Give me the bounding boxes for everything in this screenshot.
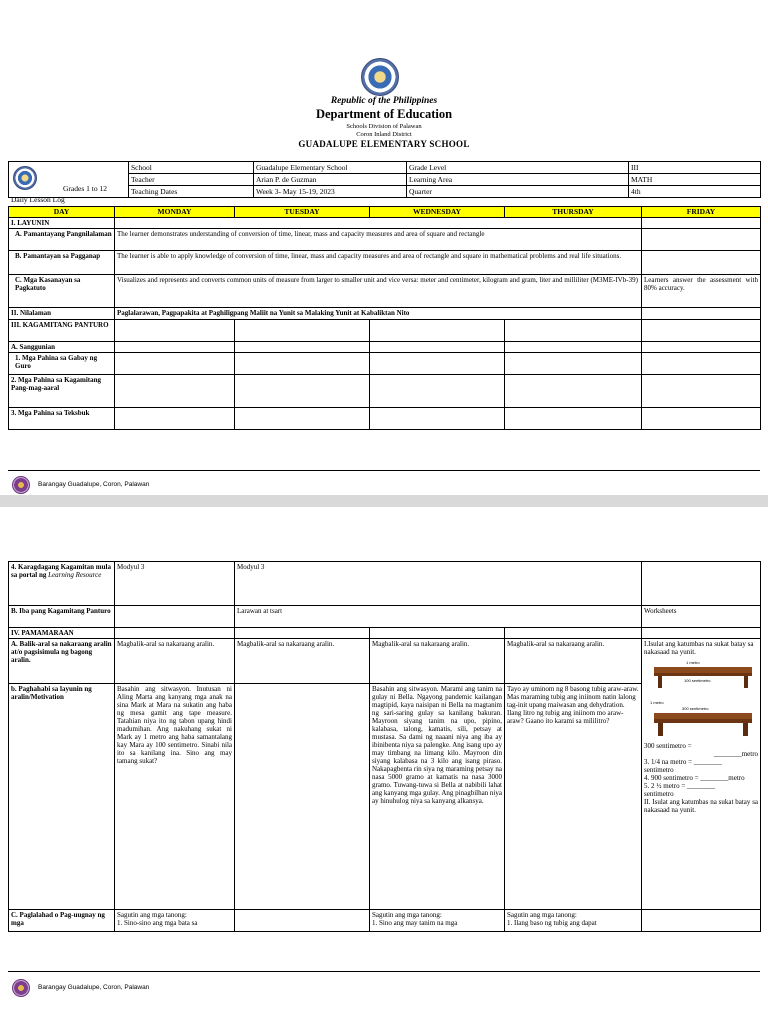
paglalahad-monday: Sagutin ang mga tanong: 1. Sino-sino ang mga bata sa bbox=[115, 910, 235, 932]
friday-q4: 4. 900 sentimetro = ________metro bbox=[644, 774, 745, 782]
info-table bbox=[8, 161, 761, 204]
learning-resource-label: Learning Resource bbox=[48, 571, 102, 579]
modyul-monday: Modyul 3 bbox=[115, 562, 235, 606]
department-heading: Department of Education bbox=[315, 107, 453, 121]
paglalahad-wednesday: Sagutin ang mga tanong: 1. Sino ang may tanim na mga bbox=[370, 910, 505, 932]
bench-2-image bbox=[644, 698, 762, 738]
pamamaraan-label: IV. PAMAMARAAN bbox=[9, 628, 115, 639]
nilalaman-text: Paglalarawan, Pagpapakita at Paghiligpang Maliit na Yunit sa Malaking Yunit at Kabaliktan Nito bbox=[115, 308, 642, 320]
quarter-label: Quarter bbox=[407, 186, 629, 198]
bench-2-bottom-label: 300 sentimetro bbox=[682, 706, 709, 711]
balik-aral-thursday: Magbalik-aral sa nakaraang aralin. bbox=[505, 639, 642, 684]
friday-header: FRIDAY bbox=[642, 207, 761, 218]
paglalahad-label: C. Paglalahad o Pag-uugnay ng mga bbox=[9, 910, 115, 932]
day-header: DAY bbox=[9, 207, 115, 218]
friday-q1-answer: ________metro bbox=[713, 750, 759, 758]
sanggunian-label: A. Sanggunian bbox=[9, 342, 115, 353]
deped-seal-icon bbox=[361, 58, 399, 96]
layunin-label: I. LAYUNIN bbox=[9, 218, 115, 229]
grades-label: Grades 1 to 12 bbox=[63, 184, 107, 193]
friday-q3-unit: sentimetro bbox=[644, 766, 674, 774]
nilalaman-label: II. Nilalaman bbox=[9, 308, 115, 320]
worksheets-cell: Worksheets bbox=[642, 606, 761, 628]
balik-aral-label: A. Balik-aral sa nakaraang aralin at/o pagsisimula ng bagong aralin. bbox=[9, 639, 115, 684]
quarter-value: 4th bbox=[629, 186, 761, 198]
region-heading: Schools Division of Palawan bbox=[346, 123, 422, 130]
modyul-tuesday: Modyul 3 bbox=[235, 562, 642, 606]
grade-value: III bbox=[629, 162, 761, 174]
school-heading: GUADALUPE ELEMENTARY SCHOOL bbox=[298, 139, 470, 149]
paghahabi-label: b. Paghahabi sa layunin ng aralin/Motivation bbox=[9, 684, 115, 910]
pahina-guro-label: 1. Mga Pahina sa Gabay ng Guro bbox=[9, 353, 115, 375]
balik-aral-monday: Magbalik-aral sa nakaraang aralin. bbox=[115, 639, 235, 684]
friday-instruction: I.Isulat ang katumbas na sukat batay sa nakasaad na yunit. bbox=[644, 640, 754, 656]
bench-1-bottom-label: 100 sentimetro bbox=[684, 678, 711, 683]
paghahabi-wednesday: Basahin ang sitwasyon. Marami ang tanim na gulay ni Bella. Ngayong pandemic kailangan magtipid, kaya naisipan ni Bella na magtanim ng sari-saring gulay sa kanilang bakuran. Mayroon siyang tanim na upo, pipino, kalabasa, talong, kamatis, sili, petsay at mustasa. Sa dami ng naaani niya ang iba ay ibinibenta niya sa palengke. Ang isang upo ay may timbang na limang kilo. Mayroon din siyang kalabasa na 3 kilo ang isang piraso. Nakapagbenta rin siya ng maraming petsay na nasa 5000 gramo at kamatis na nasa 3000 gramo. Tuwang-tuwa si Bella at nabibili lahat ang kanyang mga gulay. Ang pinagbilhan niya ay hinuhulog niya sa kanyang alkansya. bbox=[370, 684, 505, 910]
school-value: Guadalupe Elementary School bbox=[254, 162, 407, 174]
paghahabi-thursday: Tayo ay uminom ng 8 basong tubig araw-araw. Mas maraming tubig ang iniinom natin lalong tag-init upang maiwasan ang dehydration. Ilang litro ng tubig ang iniinom mo araw-araw? Gaano ito karami sa mililitro? bbox=[505, 684, 642, 910]
kasanayan-text: Visualizes and represents and converts common units of measure from larger to smaller unit and vice versa: meter and centimeter, kilogram and gram, liter and milliliter (M3ME-IVb-39) bbox=[115, 275, 642, 308]
teacher-label: Teacher bbox=[129, 174, 254, 186]
pamantayang-pangnilalaman-label: A. Pamantayang Pangnilalaman bbox=[9, 229, 115, 251]
grades-cell bbox=[9, 162, 129, 204]
friday-q5: 5. 2 ½ metro = ________ bbox=[644, 782, 716, 790]
thursday-header: THURSDAY bbox=[505, 207, 642, 218]
friday-q1: 300 sentimetro = bbox=[644, 742, 692, 750]
pahina-teksbuk-label: 3. Mga Pahina sa Teksbuk bbox=[9, 408, 115, 430]
page-2 bbox=[0, 507, 768, 1024]
republic-heading: Republic of the Philippines bbox=[330, 96, 438, 106]
iba-pang-kagamitan-label: B. Iba pang Kagamitang Panturo bbox=[9, 606, 115, 628]
pamantayang-pangnilalaman-text: The learner demonstrates understanding of conversion of time, linear, mass and capacity measures and area of square and rectangle bbox=[115, 229, 642, 251]
balik-aral-wednesday: Magbalik-aral sa nakaraang aralin. bbox=[370, 639, 505, 684]
larawan-tsart: Larawan at tsart bbox=[235, 606, 642, 628]
area-label: Learning Area bbox=[407, 174, 629, 186]
friday-worksheet bbox=[642, 639, 761, 910]
kasanayan-friday: Learners answer the assessment with 80% accuracy. bbox=[642, 275, 761, 308]
friday-part-ii: II. Isulat ang katumbas na sukat batay sa nakasaad na yunit. bbox=[644, 798, 759, 814]
barangay-logo-icon bbox=[12, 476, 30, 494]
pahina-mag-aaral-label: 2. Mga Pahina sa Kagamitang Pang-mag-aaral bbox=[9, 375, 115, 408]
karagdagang-kagamitan-label: 4. Karagdagang Kagamitan mula sa portal ng Learning Resource bbox=[9, 562, 115, 606]
school-label: School bbox=[129, 162, 254, 174]
monday-header: MONDAY bbox=[115, 207, 235, 218]
paghahabi-monday: Basahin ang sitwasyon. Inutusan ni Aling Marta ang kanyang mga anak na sina Mark at Mara na sukatin ang haba ng mesa gamit ang tape measure. Tatahian niya ito ng tabon upang hindi madumihan. Ang nakuhang sukat ni Mark ay 1 metro ang haba samantalang kay Mara ay 100 sentimetro. Sinabi nila ito sa kanilang ina. Sino ang may tamang sukat? bbox=[115, 684, 235, 910]
bench-1-top-label: 1 metro bbox=[686, 660, 700, 665]
dll-table-page-2 bbox=[8, 561, 761, 932]
bench-1-image bbox=[644, 658, 762, 692]
pamantayan-pagganap-text: The learner is able to apply knowledge of conversion of time, linear, mass and capacity measures and area of rectangle and square in mathematical problems and real life situations. bbox=[115, 251, 642, 275]
balik-aral-tuesday: Magbalik-aral sa nakaraang aralin. bbox=[235, 639, 370, 684]
page-1 bbox=[0, 0, 768, 495]
friday-q3: 3. 1/4 na metro = ________ bbox=[644, 758, 722, 766]
wednesday-header: WEDNESDAY bbox=[370, 207, 505, 218]
dates-value: Week 3- May 15-19, 2023 bbox=[254, 186, 407, 198]
kasanayan-label: C. Mga Kasanayan sa Pagkatuto bbox=[9, 275, 115, 308]
tuesday-header: TUESDAY bbox=[235, 207, 370, 218]
barangay-logo-icon-2 bbox=[12, 979, 30, 997]
bench-2-top-label: 1 metro bbox=[650, 700, 664, 705]
grade-label: Grade Level bbox=[407, 162, 629, 174]
paglalahad-thursday: Sagutin ang mga tanong: 1. Ilang baso ng tubig ang dapat bbox=[505, 910, 642, 932]
teacher-value: Arian P. de Guzman bbox=[254, 174, 407, 186]
footer-address-2: Barangay Guadalupe, Coron, Palawan bbox=[38, 984, 150, 991]
deped-small-seal-icon bbox=[13, 166, 37, 190]
area-value: MATH bbox=[629, 174, 761, 186]
pamantayan-pagganap-label: B. Pamantayan sa Pagganap bbox=[9, 251, 115, 275]
footer-address: Barangay Guadalupe, Coron, Palawan bbox=[38, 481, 150, 488]
kagamitang-panturo-label: III. KAGAMITANG PANTURO bbox=[9, 320, 115, 342]
page-gap bbox=[0, 495, 768, 507]
friday-q5-unit: sentimetro bbox=[644, 790, 674, 798]
dll-table-page-1 bbox=[8, 206, 761, 430]
dates-label: Teaching Dates bbox=[129, 186, 254, 198]
district-heading: Coron Inland District bbox=[356, 131, 412, 138]
log-label: Daily Lesson Log bbox=[11, 195, 65, 204]
